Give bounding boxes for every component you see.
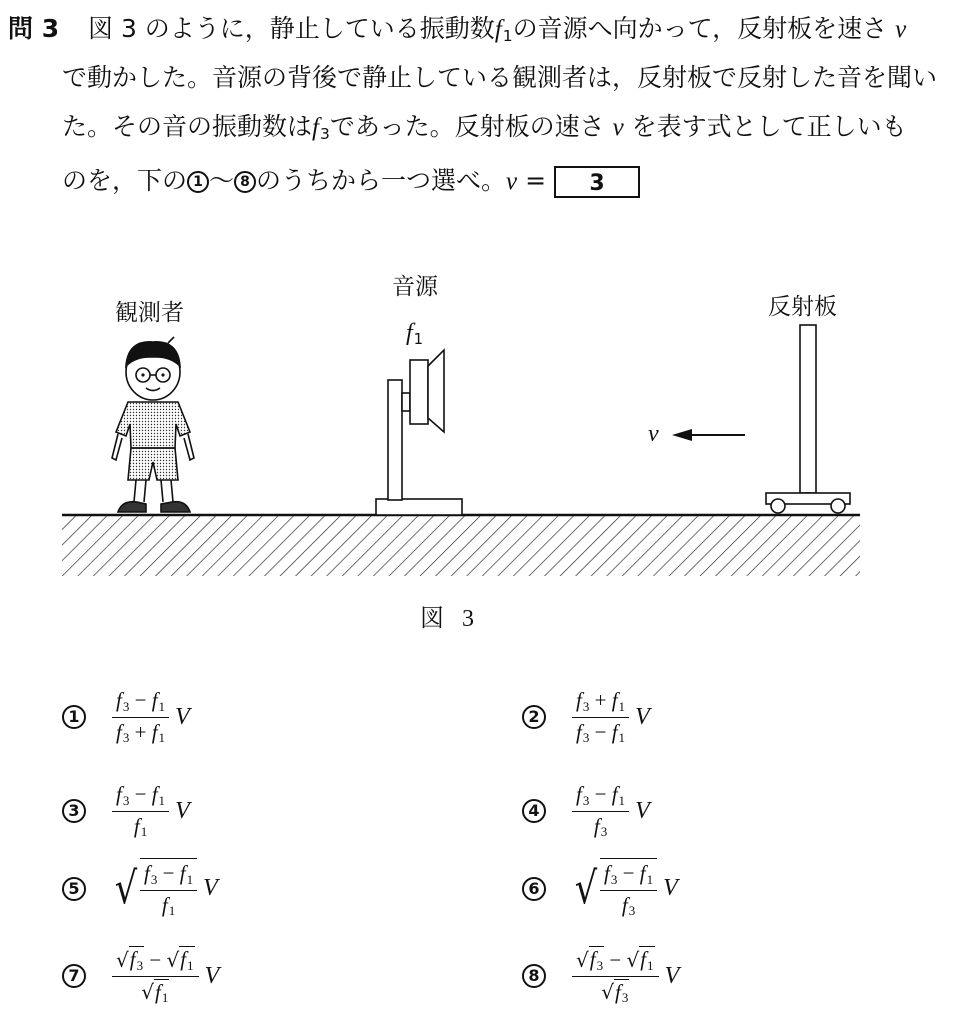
choice-circle-8: 8	[234, 171, 256, 193]
numerator: √ $f_3$ − √ $f_1$	[572, 946, 659, 977]
text-segment: の音源へ向かって，反射板を速さ	[512, 14, 888, 43]
option-number-circle: 6	[522, 877, 546, 901]
numerator: √ $f_3$ − √ $f_1$	[112, 946, 199, 977]
figure-caption	[420, 598, 474, 633]
sound-speed-symbol: V	[175, 797, 190, 824]
question-number: 問 3	[8, 14, 60, 43]
sound-speed-symbol: V	[663, 875, 678, 902]
square-root	[572, 858, 657, 919]
velocity-symbol: v	[612, 114, 624, 141]
fraction	[600, 861, 657, 919]
observer-figure	[112, 337, 194, 512]
velocity-label: v	[648, 421, 659, 447]
sound-speed-symbol: V	[664, 962, 680, 989]
square-root	[112, 858, 197, 919]
numerator: $f_3 + f_1$	[572, 688, 629, 718]
option-number-circle: 2	[522, 705, 546, 729]
option-8[interactable]	[522, 946, 679, 1006]
option-number-circle: 5	[62, 877, 86, 901]
denominator: √ $f_1$	[141, 979, 169, 1006]
frequency-symbol: f	[312, 114, 319, 141]
sound-speed-symbol: V	[203, 875, 218, 902]
denominator: $f_3 + f_1$	[116, 719, 166, 746]
numerator: $f_3 - f_1$	[600, 861, 657, 891]
source-label: 音源	[392, 274, 438, 300]
option-number-circle: 1	[62, 705, 86, 729]
option-2[interactable]	[522, 688, 650, 746]
velocity-arrow	[672, 429, 745, 441]
option-number-circle: 7	[62, 964, 86, 988]
radical-sign: √	[114, 862, 138, 914]
fraction	[112, 688, 169, 746]
equals-sign: =	[525, 166, 547, 195]
numerator: $f_3 - f_1$	[112, 688, 169, 718]
fraction	[572, 946, 659, 1006]
reflector-label: 反射板	[768, 294, 837, 320]
text-segment: のうちから一つ選べ。	[256, 166, 507, 195]
observer-label: 観測者	[115, 300, 184, 326]
fraction	[112, 946, 199, 1006]
numerator: $f_3 - f_1$	[140, 861, 197, 891]
sound-source-speaker	[376, 350, 462, 515]
denominator: $f_3$	[621, 892, 636, 919]
option-number-circle: 3	[62, 799, 86, 823]
option-6[interactable]	[522, 858, 678, 919]
text-segment: で動かした。音源の背後で静止している観測者は，反射板で反射した音を聞い	[62, 63, 938, 92]
velocity-symbol: v	[895, 16, 907, 43]
sound-speed-symbol: V	[635, 703, 650, 730]
option-3[interactable]	[62, 782, 190, 840]
answer-box[interactable]: 3	[554, 166, 640, 198]
sound-speed-symbol: V	[175, 703, 190, 730]
subscript: 1	[413, 330, 424, 349]
caption-word: 図	[420, 606, 462, 632]
text-segment: 図 3 のように，静止している振動数	[88, 14, 495, 43]
option-7[interactable]	[62, 946, 219, 1006]
sound-speed-symbol: V	[635, 797, 650, 824]
choice-circle-1: 1	[187, 171, 209, 193]
subscript: 1	[502, 27, 513, 46]
fraction	[112, 782, 169, 840]
denominator: $f_3$	[593, 813, 608, 840]
reflector-cart	[766, 325, 850, 513]
numerator: $f_3 - f_1$	[572, 782, 629, 812]
numerator: $f_3 - f_1$	[112, 782, 169, 812]
source-frequency-label	[406, 318, 423, 348]
text-segment: た。その音の振動数は	[62, 112, 313, 141]
frequency-symbol: f	[494, 16, 502, 43]
denominator: √ $f_3$	[601, 979, 629, 1006]
frequency-symbol: f	[406, 320, 413, 346]
denominator: $f_1$	[161, 892, 176, 919]
text-segment: を表す式として正しいも	[631, 112, 907, 141]
sound-speed-symbol: V	[204, 962, 220, 989]
option-5[interactable]	[62, 858, 218, 919]
text-segment: であった。反射板の速さ	[329, 112, 605, 141]
fraction	[572, 782, 629, 840]
option-1[interactable]	[62, 688, 190, 746]
velocity-symbol: v	[506, 168, 518, 195]
caption-number: 3	[462, 606, 474, 632]
fraction	[140, 861, 197, 919]
option-4[interactable]	[522, 782, 650, 840]
subscript: 3	[319, 125, 330, 144]
denominator: $f_1$	[133, 813, 148, 840]
ground	[62, 515, 860, 576]
option-number-circle: 8	[522, 964, 546, 988]
text-segment: のを，下の	[62, 166, 188, 195]
tilde: ～	[209, 166, 235, 195]
denominator: $f_3 - f_1$	[576, 719, 626, 746]
radical-sign: √	[574, 862, 598, 914]
fraction	[572, 688, 629, 746]
option-number-circle: 4	[522, 799, 546, 823]
